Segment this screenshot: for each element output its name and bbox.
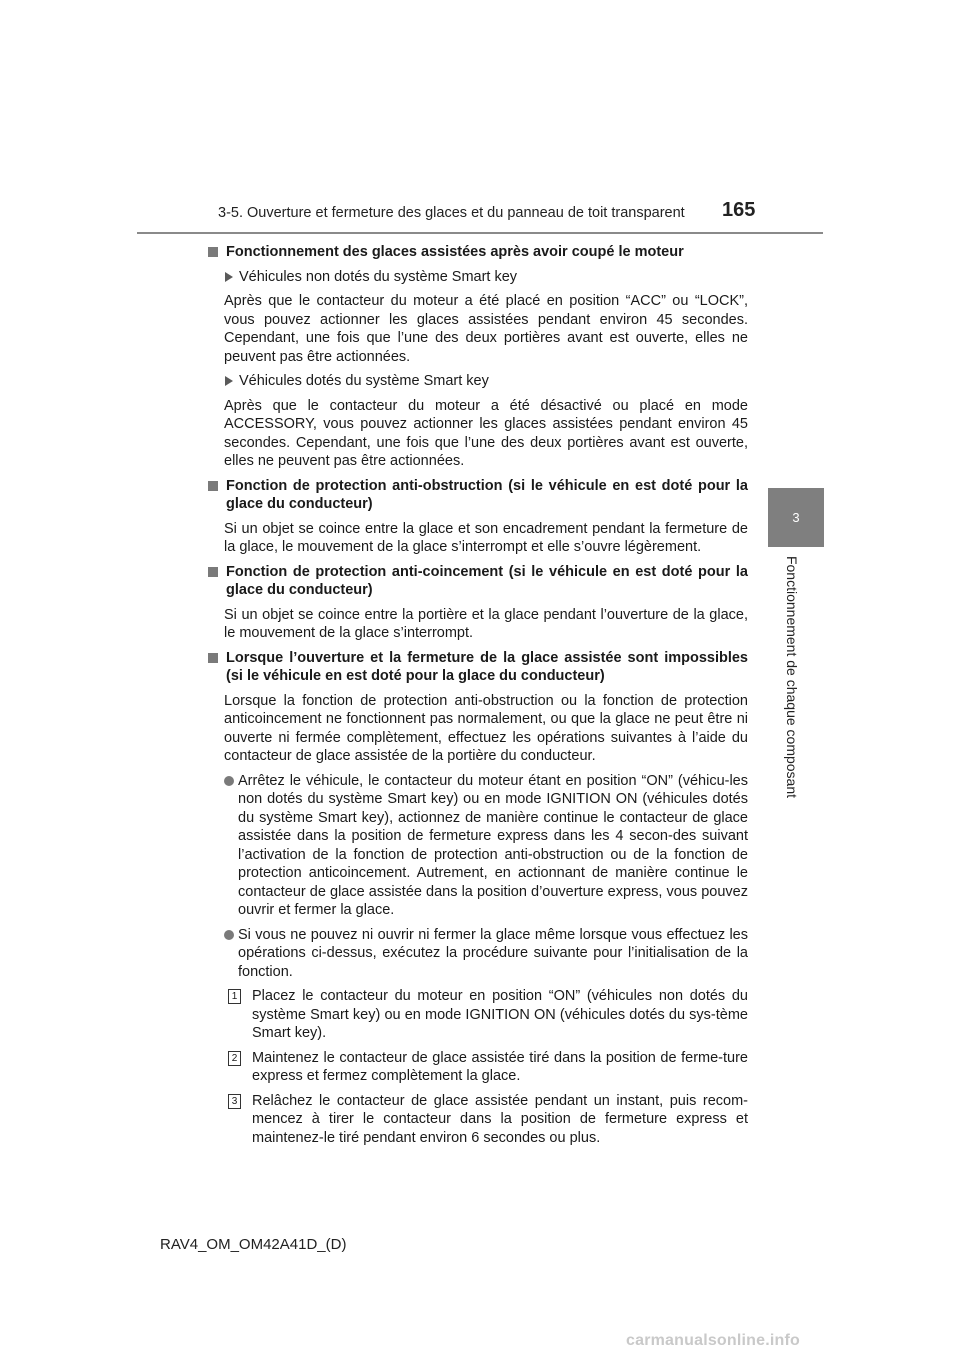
bullet-item: Si vous ne pouvez ni ouvrir ni fermer la glace même lorsque vous effectuez les opérations ci-dessus, exécutez la procédure suivante pour l’initialisation de la fonction. bbox=[208, 926, 748, 982]
section-heading: Lorsque l’ouverture et la fermeture de la glace assistée sont impossibles (si le véhicule en est doté pour la glace du conducteur) bbox=[208, 649, 748, 686]
paragraph: Après que le contacteur du moteur a été désactivé ou placé en mode ACCESSORY, vous pouvez actionner les glaces assistées pendant environ 45 secondes. Cependant, une fois que l’une des deux portières avant est ouverte, elles ne peuvent pas être actionnées. bbox=[224, 397, 748, 469]
triangle-arrow-icon bbox=[225, 272, 233, 282]
document-code: RAV4_OM_OM42A41D_(D) bbox=[160, 1236, 347, 1253]
watermark: carmanualsonline.info bbox=[626, 1332, 801, 1349]
step-number-box: 2 bbox=[228, 1051, 241, 1066]
paragraph: Si un objet se coince entre la glace et son encadrement pendant la fermeture de la glace, le mouvement de la glace s’interrompt et elle s’ouvre légèrement. bbox=[224, 520, 748, 555]
chapter-side-title bbox=[768, 547, 824, 807]
section-header-title: 3-5. Ouverture et fermeture des glaces et du panneau de toit transparent bbox=[218, 205, 685, 221]
triangle-arrow-icon bbox=[225, 376, 233, 386]
step-item: 3 Relâchez le contacteur de glace assistée pendant un instant, puis recom-mencez à tirer le contacteur dans la position de fermeture express et maintenez-le tiré pendant environ 6 secondes ou plus. bbox=[208, 1092, 748, 1148]
page-number: 165 bbox=[722, 199, 756, 221]
step-number-box: 3 bbox=[228, 1094, 241, 1109]
paragraph: Si un objet se coince entre la portière et la glace pendant l’ouverture de la glace, le mouvement de la glace s’interrompt. bbox=[224, 606, 748, 641]
section-heading: Fonctionnement des glaces assistées après avoir coupé le moteur bbox=[208, 243, 748, 262]
square-bullet-icon bbox=[208, 653, 218, 663]
square-bullet-icon bbox=[208, 567, 218, 577]
round-bullet-icon bbox=[224, 930, 234, 940]
chapter-tab: 3 bbox=[768, 488, 824, 547]
section-heading: Fonction de protection anti-coincement (si le véhicule en est doté pour la glace du conducteur) bbox=[208, 563, 748, 600]
step-number-box: 1 bbox=[228, 989, 241, 1004]
section-heading: Fonction de protection anti-obstruction (si le véhicule en est doté pour la glace du conducteur) bbox=[208, 477, 748, 514]
subsection-heading: Véhicules non dotés du système Smart key bbox=[208, 268, 748, 287]
paragraph: Après que le contacteur du moteur a été placé en position “ACC” ou “LOCK”, vous pouvez actionner les glaces assistées pendant environ 45 secondes. Cependant, une fois que l’une des deux portières avant est ouverte, elles ne peuvent pas être actionnées. bbox=[224, 293, 748, 365]
step-item: 1 Placez le contacteur du moteur en position “ON” (véhicules non dotés du système Smart key) ou en mode IGNITION ON (véhicules dotés du sys-tème Smart key). bbox=[208, 987, 748, 1043]
chapter-side-title-text: Fonctionnement de chaque composant bbox=[784, 555, 800, 799]
step-item: 2 Maintenez le contacteur de glace assistée tiré dans la position de ferme-ture express et fermez complètement la glace. bbox=[208, 1049, 748, 1086]
square-bullet-icon bbox=[208, 247, 218, 257]
paragraph: Lorsque la fonction de protection anti-obstruction ou la fonction de protection anticoincement ne fonctionnent pas normalement, ou que la glace ne peut être ni ouverte ni fermée complètement, effectuez les opérations suivantes à l’aide du contacteur de glace assistée de la portière du conducteur. bbox=[224, 692, 748, 764]
page-content bbox=[208, 243, 748, 1153]
round-bullet-icon bbox=[224, 776, 234, 786]
bullet-item: Arrêtez le véhicule, le contacteur du moteur étant en position “ON” (véhicu-les non dotés du système Smart key) ou en mode IGNITION ON (véhicules dotés du système Smart key), actionnez de manière continue le contacteur de glace assistée dans la position de fermeture express dans les 4 secon-des suivant l’activation de la fonction de protection anti-obstruction ou de la fonction de protection anticoincement. Autrement, en actionnant de manière continue le contacteur de glace assistée dans la position d’ouverture express, vous pouvez ouvrir et fermer la glace. bbox=[208, 772, 748, 920]
header-divider bbox=[137, 232, 823, 234]
square-bullet-icon bbox=[208, 481, 218, 491]
subsection-heading: Véhicules dotés du système Smart key bbox=[208, 372, 748, 391]
